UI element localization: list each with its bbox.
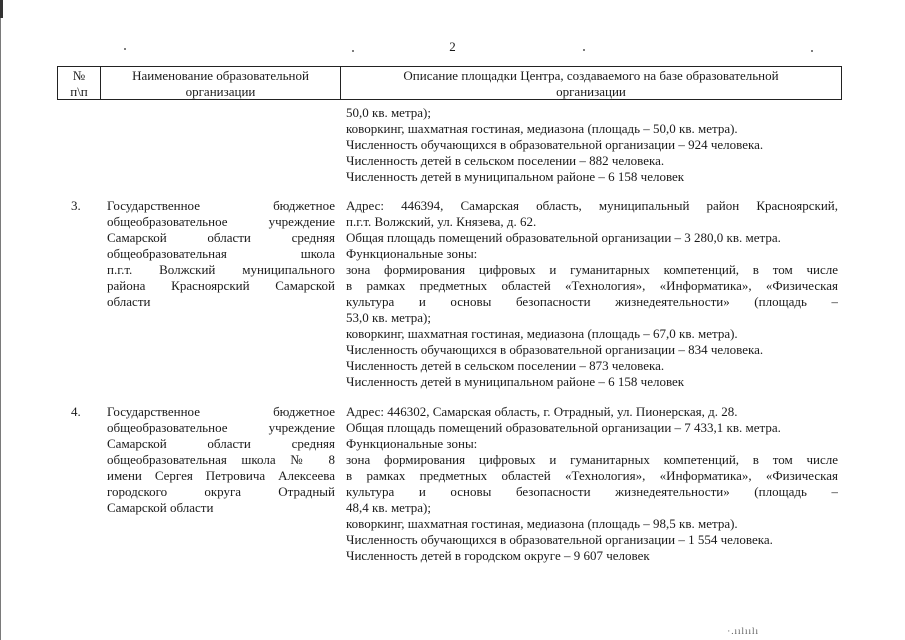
table-row bbox=[57, 198, 842, 390]
header-description-column: Описание площадки Центра, создаваемого на базе образовательной организации bbox=[341, 67, 842, 99]
header-organization-column: Наименование образовательной организации bbox=[101, 67, 341, 99]
row-number: 3. bbox=[71, 198, 81, 213]
page-number: 2 bbox=[449, 39, 456, 54]
table-row-continuation bbox=[57, 105, 842, 185]
row-number: 4. bbox=[71, 404, 81, 419]
platform-description: Адрес: 446394, Самарская область, муниципальный район Красноярский, п.г.т. Волжский, ул. Князева, д. 62. Общая площадь помещений образовательной организации – 3 280,0 кв. метра. Функциональные зоны: зона формирования цифровых и гуманитарных компетенций, в том числе в рамках предметных областей «Технология», «Информатика», «Физическая культура и основы безопасности жизнедеятельности» (площадь – 53,0 кв. метра); коворкинг, шахматная гостиная, медиазона (площадь – 67,0 кв. метра). Численность обучающихся в образовательной организации – 834 человека. Численность детей в сельском поселении – 873 человека. Численность детей в муниципальном районе – 6 158 человек bbox=[346, 198, 838, 389]
organization-name: Государственное бюджетное общеобразовательное учреждение Самарской области средняя общеобразовательная школа п.г.т. Волжский муниципального района Красноярский Самарской области bbox=[107, 198, 335, 309]
organization-name: Государственное бюджетное общеобразовательное учреждение Самарской области средняя общеобразовательная школа № 8 имени Сергея Петровича Алексеева городского округа Отрадный Самарской области bbox=[107, 404, 335, 515]
schools-table bbox=[57, 66, 842, 564]
scan-left-edge bbox=[0, 0, 1, 640]
scan-stamp-mark: ·.ıılıılı bbox=[727, 626, 759, 636]
table-row bbox=[57, 404, 842, 564]
table-header bbox=[57, 66, 842, 100]
scan-top-left-mark bbox=[0, 0, 3, 18]
platform-description: Адрес: 446302, Самарская область, г. Отрадный, ул. Пионерская, д. 28. Общая площадь помещений образовательной организации – 7 433,1 кв. метра. Функциональные зоны: зона формирования цифровых и гуманитарных компетенций, в том числе в рамках предметных областей «Технология», «Информатика», «Физическая культура и основы безопасности жизнедеятельности» (площадь – 48,4 кв. метра); коворкинг, шахматная гостиная, медиазона (площадь – 98,5 кв. метра). Численность обучающихся в образовательной организации – 1 554 человека. Численность детей в городском округе – 9 607 человек bbox=[346, 404, 838, 563]
header-number-column: № п\п bbox=[57, 67, 101, 99]
continuation-description: 50,0 кв. метра); коворкинг, шахматная гостиная, медиазона (площадь – 50,0 кв. метра). Численность обучающихся в образовательной организации – 924 человека. Численность детей в сельском поселении – 882 человека. Численность детей в муниципальном районе – 6 158 человек bbox=[346, 105, 764, 184]
